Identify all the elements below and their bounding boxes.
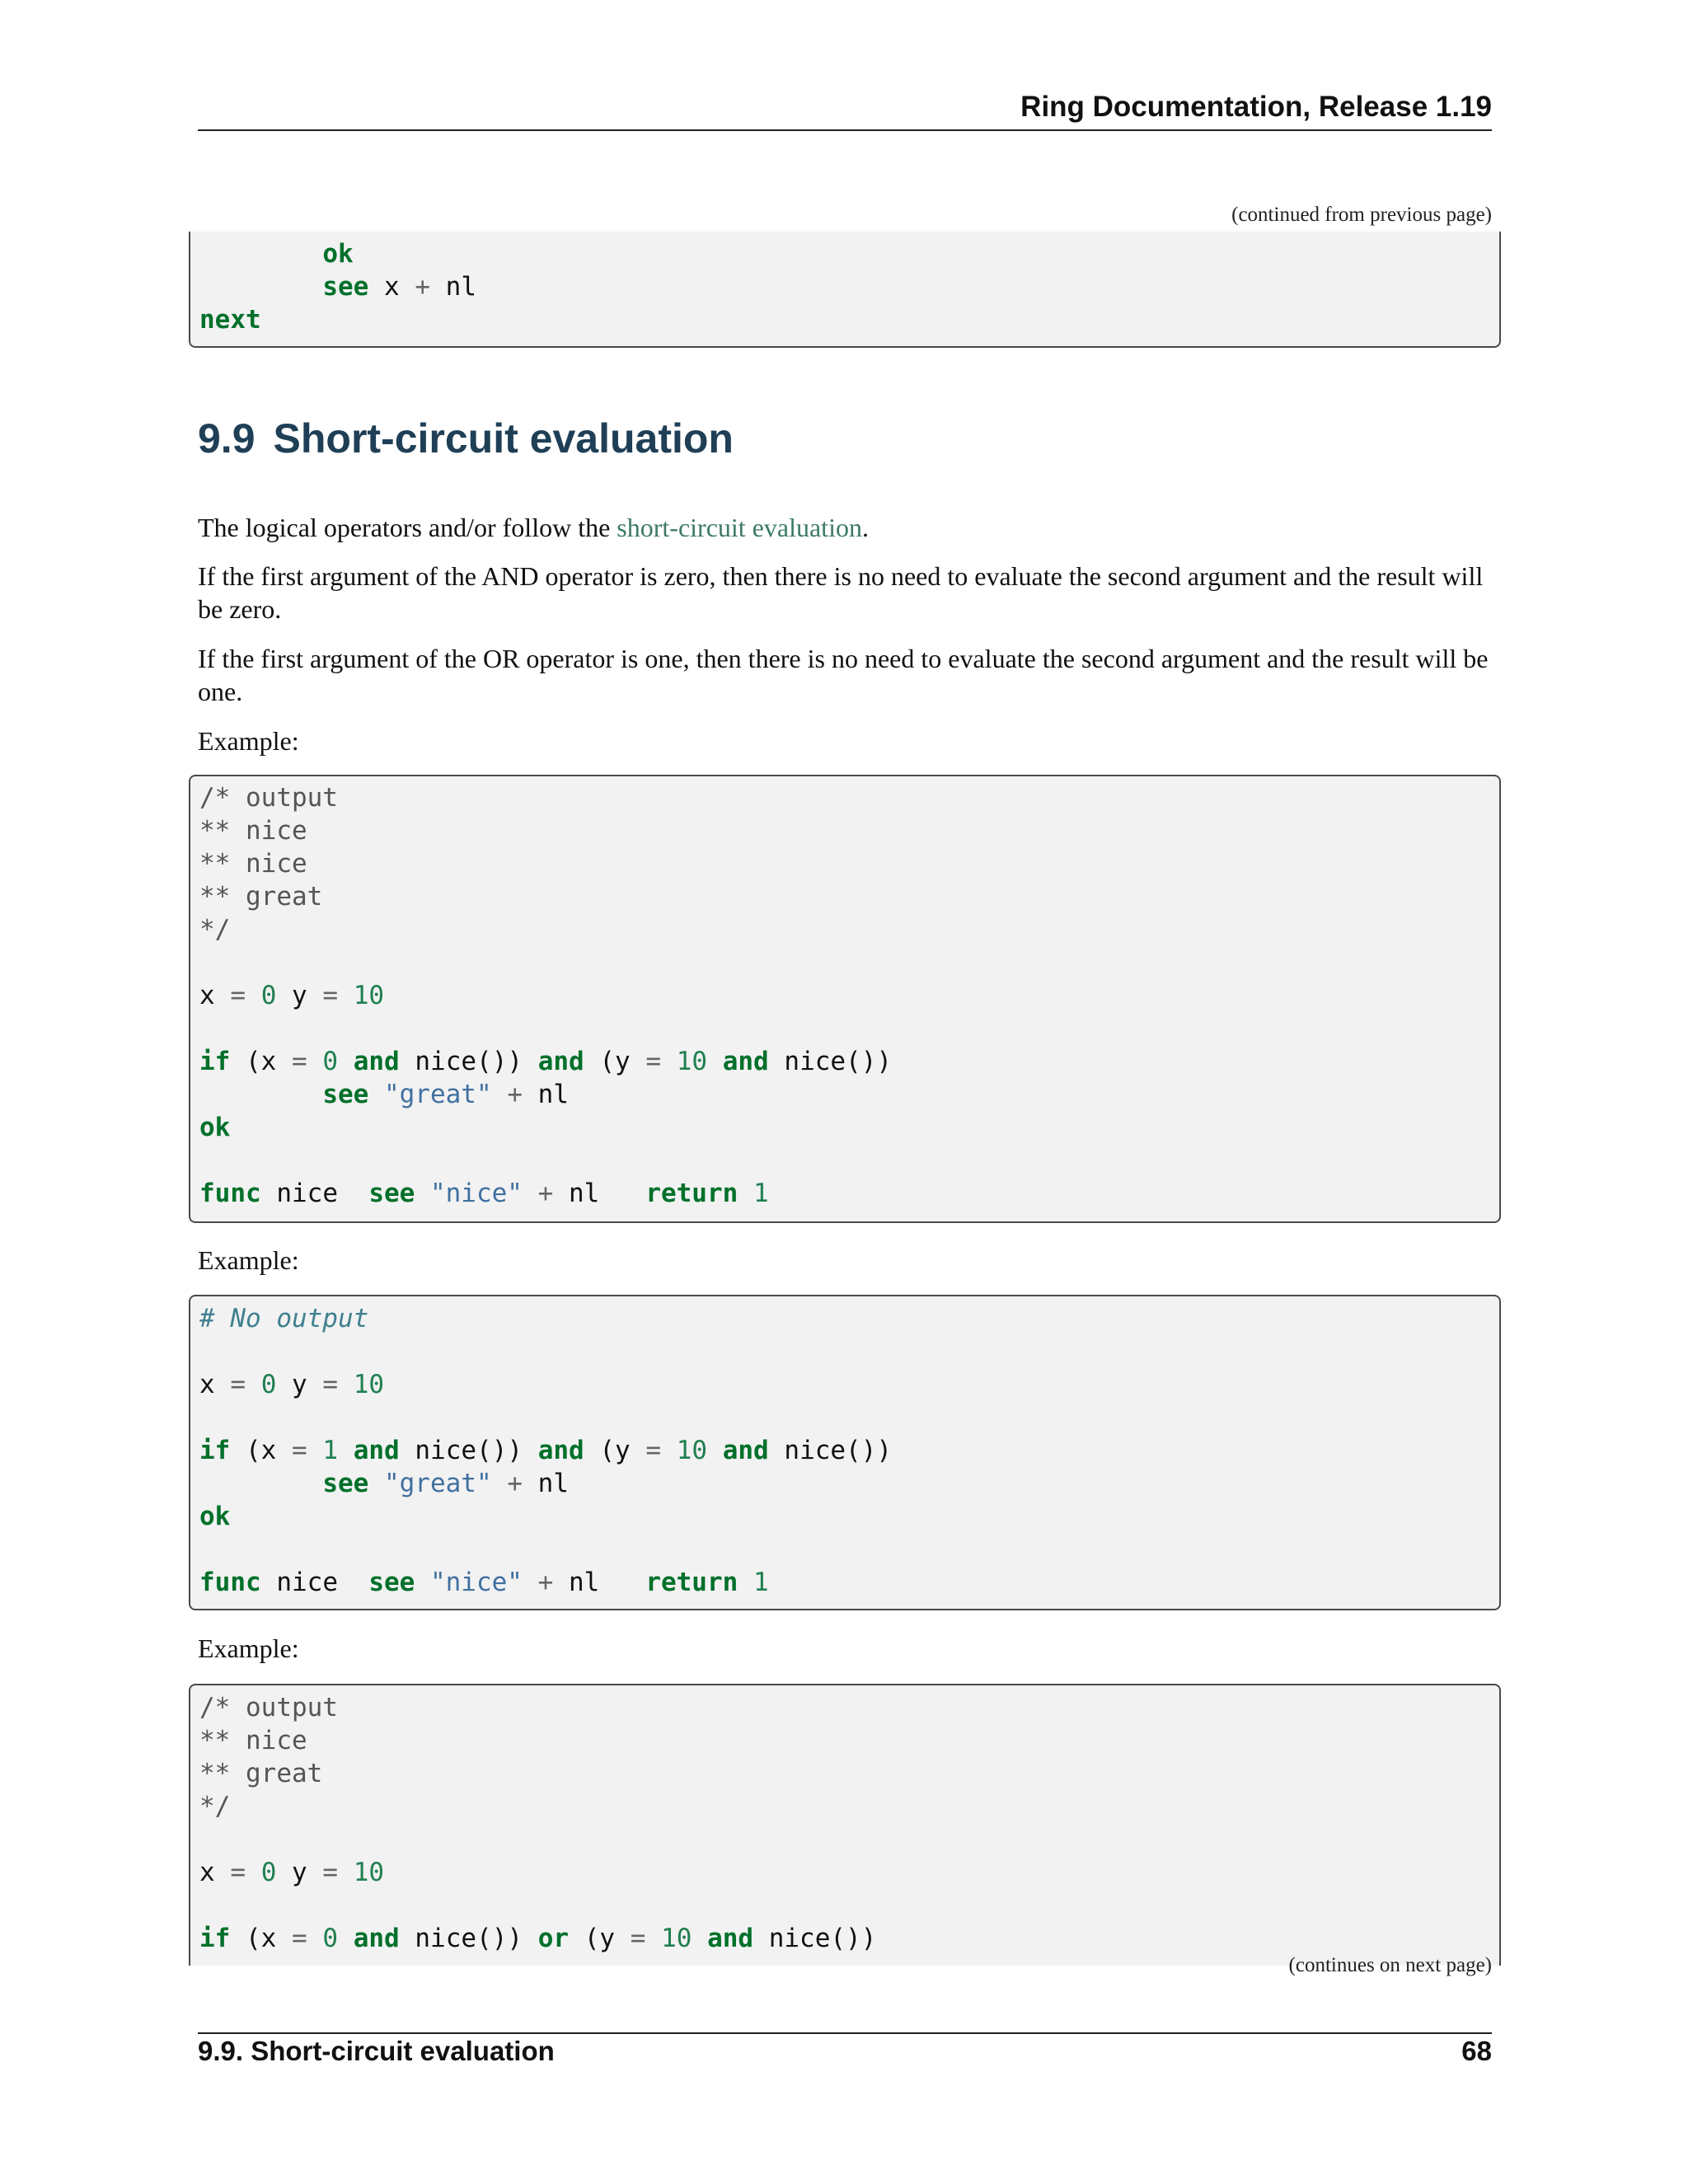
- continued-from-label: (continued from previous page): [1231, 204, 1492, 226]
- code-line: ok: [322, 239, 354, 269]
- code-block-continued: [189, 232, 1501, 348]
- continues-on-label: (continues on next page): [1288, 1954, 1492, 1976]
- code-line: func nice see "nice" + nl return 1: [199, 1179, 769, 1208]
- example-label: Example:: [198, 1245, 299, 1275]
- code-line: next: [199, 305, 261, 335]
- code-line: if (x = 1 and nice()) and (y = 10 and nice()): [199, 1436, 893, 1465]
- example-label: Example:: [198, 726, 299, 756]
- code-block-example-1: [189, 775, 1501, 1223]
- footer-section-label: 9.9. Short-circuit evaluation: [198, 2036, 555, 2066]
- code-line: /* output: [199, 1693, 338, 1722]
- paragraph-and-operator: If the first argument of the AND operator is zero, then there is no need to evaluate the second argument and the result will be zero.: [198, 561, 1484, 624]
- code-line: if (x = 0 and nice()) or (y = 10 and nice()): [199, 1924, 877, 1953]
- section-title: Short-circuit evaluation: [273, 415, 734, 462]
- code-line: [199, 1012, 1499, 1045]
- code-line: [199, 946, 1499, 979]
- paragraph-or-operator: If the first argument of the OR operator is one, then there is no need to evaluate the second argument and the result will be one.: [198, 644, 1489, 706]
- code-line: see "great" + nl: [322, 1080, 569, 1109]
- code-line: x = 0 y = 10: [199, 1370, 385, 1399]
- code-line: [199, 1889, 1499, 1922]
- code-line: /* output: [199, 783, 338, 813]
- code-line: [199, 1144, 1499, 1177]
- code-line: ** nice: [199, 816, 307, 846]
- code-line: ** great: [199, 1759, 323, 1788]
- code-line: ** nice: [199, 1726, 307, 1755]
- code-line: func nice see "nice" + nl return 1: [199, 1568, 769, 1597]
- section-heading: [198, 415, 734, 462]
- code-block-example-3: [189, 1684, 1501, 1966]
- code-line: ok: [199, 1502, 231, 1531]
- section-number: 9.9: [198, 415, 256, 462]
- code-line: see "great" + nl: [322, 1469, 569, 1498]
- code-line: see x + nl: [322, 272, 476, 302]
- code-line: ok: [199, 1113, 231, 1142]
- short-circuit-link[interactable]: short-circuit evaluation: [617, 513, 862, 542]
- code-line: */: [199, 1792, 231, 1821]
- paragraph-intro: The logical operators and/or follow the short-circuit evaluation.: [198, 513, 869, 542]
- code-block-example-2: [189, 1295, 1501, 1610]
- code-line: x = 0 y = 10: [199, 981, 385, 1010]
- code-line: ** great: [199, 882, 323, 912]
- code-line: ** nice: [199, 849, 307, 879]
- example-label: Example:: [198, 1633, 299, 1663]
- code-line: [199, 1533, 1499, 1566]
- code-line: if (x = 0 and nice()) and (y = 10 and nice()): [199, 1047, 893, 1076]
- code-line: # No output: [199, 1304, 369, 1333]
- code-line: [199, 1823, 1499, 1856]
- code-line: [199, 1335, 1499, 1368]
- header-divider: [198, 129, 1492, 131]
- code-line: [199, 1401, 1499, 1434]
- code-line: */: [199, 915, 231, 944]
- footer-divider: [198, 2032, 1492, 2034]
- page-number: 68: [1461, 2036, 1492, 2066]
- code-line: x = 0 y = 10: [199, 1858, 385, 1887]
- running-header: Ring Documentation, Release 1.19: [1020, 91, 1492, 123]
